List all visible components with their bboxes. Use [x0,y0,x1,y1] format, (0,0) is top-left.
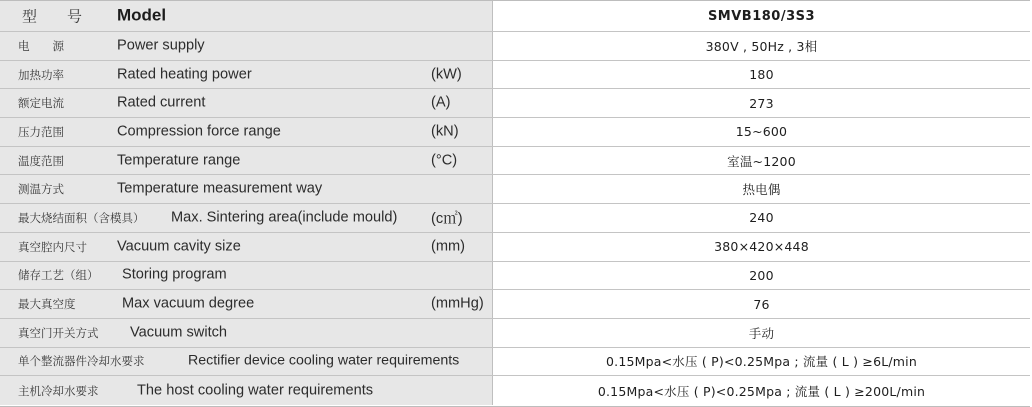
value-text: 240 [749,210,774,226]
header-label-cell [0,1,493,31]
label-cell [0,262,493,290]
label-cn: 最大烧结面积（含模具） [18,210,145,225]
table-row [0,319,1030,348]
label-cn: 储存工艺（组） [18,268,99,283]
table-row [0,175,1030,204]
table-row [0,147,1030,176]
table-row [0,233,1030,262]
value-text: 180 [749,67,774,83]
label-en: Rectifier device cooling water requirements [188,353,460,370]
label-en: Max. Sintering area(include mould) [171,209,398,226]
table-row [0,290,1030,319]
label-en: Temperature measurement way [117,180,323,197]
label-cn: 真空门开关方式 [18,325,99,340]
label-en: The host cooling water requirements [137,382,374,399]
value-cell [493,376,1030,405]
table-row [0,61,1030,90]
value-cell [493,118,1030,146]
value-cell [493,290,1030,318]
value-text: 0.15Mpa<水压 ( P)<0.25Mpa ; 流量 ( L ) ≥200L/min [597,383,926,399]
label-en: Vacuum cavity size [117,238,241,255]
label-en: Max vacuum degree [122,295,255,312]
value-text: 76 [753,296,770,312]
value-text: 380V , 50Hz , 3相 [705,38,818,54]
label-cell [0,204,493,232]
value-cell [493,32,1030,60]
label-en: Rated heating power [117,66,252,83]
label-cell [0,348,493,376]
label-en: Compression force range [117,123,281,140]
label-cn: 最大真空度 [18,297,76,312]
label-cell [0,376,493,405]
value-text: 273 [749,95,774,111]
value-text: 200 [749,267,774,283]
label-cell [0,290,493,318]
unit-label: (kN) [431,123,459,140]
value-cell [493,204,1030,232]
label-cn: 真空腔内尺寸 [18,239,87,254]
label-cn: 测温方式 [18,182,64,197]
unit-label: (mm) [431,238,466,255]
label-cell [0,32,493,60]
header-label-cn: 型 号 [22,7,83,26]
value-cell [493,262,1030,290]
table-row [0,89,1030,118]
value-cell [493,147,1030,175]
label-cell [0,89,493,117]
value-cell [493,175,1030,203]
label-en: Power supply [117,37,205,54]
label-cell [0,61,493,89]
label-cell [0,118,493,146]
table-row [0,262,1030,291]
label-cn: 加热功率 [18,67,64,82]
label-cn: 温度范围 [18,153,64,168]
label-cn: 主机冷却水要求 [18,383,99,398]
value-cell [493,233,1030,261]
label-cn: 电 源 [18,38,64,53]
unit-label: (kW) [431,66,462,83]
label-cell [0,233,493,261]
label-cn: 单个整流器件冷却水要求 [18,354,145,369]
label-en: Rated current [117,94,206,111]
value-cell [493,89,1030,117]
value-cell [493,319,1030,347]
label-cell [0,319,493,347]
header-value-cell [493,1,1030,31]
model-value: SMVB180/3S3 [707,8,816,24]
table-row [0,32,1030,61]
value-text: 手动 [748,325,775,341]
value-text: 室温~1200 [727,153,796,169]
unit-label: (A) [431,94,451,111]
unit-label: (mmHg) [431,295,484,312]
label-en: Storing program [122,267,227,284]
unit-label: (°C) [431,152,458,169]
value-text: 380×420×448 [714,239,809,255]
unit-label: (c㎡) [431,211,463,228]
label-en: Vacuum switch [130,324,228,341]
label-cell [0,147,493,175]
table-row [0,376,1030,405]
label-cell [0,175,493,203]
value-cell [493,61,1030,89]
label-cn: 额定电流 [18,96,64,111]
table-row [0,348,1030,377]
value-text: 15~600 [735,124,788,140]
value-cell [493,348,1030,376]
header-label-en: Model [117,5,167,25]
value-text: 热电偶 [742,182,781,198]
value-text: 0.15Mpa<水压 ( P)<0.25Mpa ; 流量 ( L ) ≥6L/min [606,354,917,370]
label-en: Temperature range [117,152,241,169]
table-row [0,204,1030,233]
header-row [0,1,1030,32]
table-row [0,118,1030,147]
label-cn: 压力范围 [18,124,64,139]
